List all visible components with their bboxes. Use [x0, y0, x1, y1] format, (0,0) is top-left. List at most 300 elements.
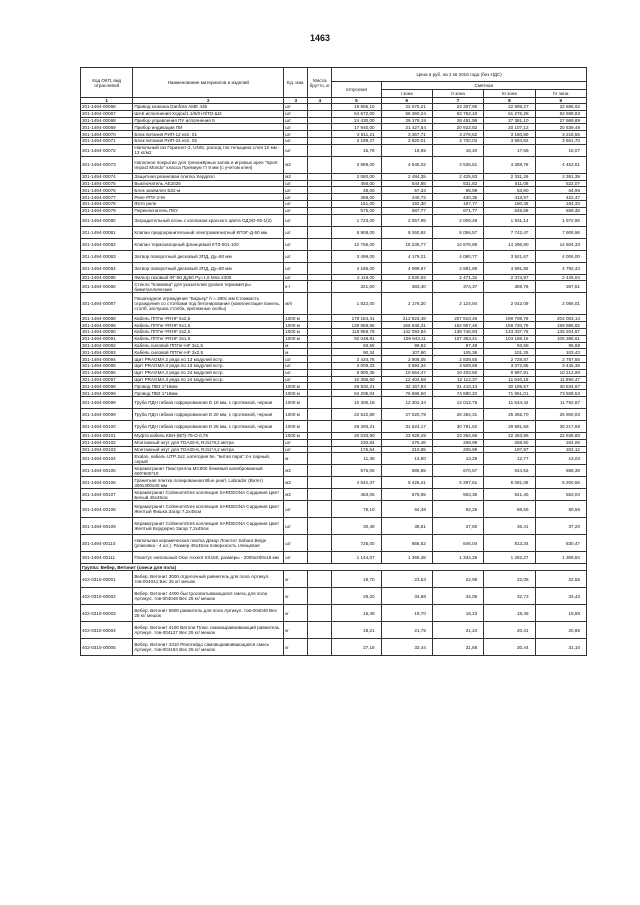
row-price-zone-2: 4 080,77	[432, 250, 483, 262]
row-name: Керамогранит ColiseumGres коллекция SARDEGNA Сардиния Цвет Желтый Фишка Загар 7,2х45см	[133, 501, 284, 518]
row-price-zone-1: 192,30	[381, 200, 432, 207]
row-code: 402-0310-00002	[81, 588, 133, 605]
header-unit: Ед. изм.	[284, 68, 308, 98]
row-price-zone-3: 71 961,01	[484, 390, 535, 397]
row-name: Наполное покрытие для тренажёрных залов и игровых арен "Sport Impact Mondo" класса Премиум тт 8 мм (с учетом клея)	[133, 156, 284, 173]
row-name: Щит PRAGMA 3 ряда по 13 модулей встр.	[133, 362, 284, 369]
row-price-zone-3: 2 728,87	[484, 356, 535, 363]
row-price-zone-3: 258,50	[484, 439, 535, 446]
row-unit: шт	[284, 207, 308, 214]
row-name: Напольная керамическая плитка Декор Лонглот Sahara Beige (упаковка - 4 шт.). Размер 45х45см поверхность глянцевая	[133, 535, 284, 552]
table-row	[81, 144, 587, 156]
row-mass	[308, 439, 332, 446]
row-code: 301-1494-00110	[81, 535, 133, 552]
row-unit: м	[284, 349, 308, 356]
row-mass	[308, 390, 332, 397]
row-price-release: 20 033,90	[332, 432, 381, 439]
row-price-release: 26 393,21	[332, 420, 381, 432]
row-price-zone-1: 383,40	[381, 281, 432, 293]
table-row	[81, 214, 587, 226]
row-code: 301-1494-00081	[81, 226, 133, 238]
row-price-zone-3: 3 372,85	[484, 362, 535, 369]
row-price-zone-3: 32,73	[484, 588, 535, 605]
table-row	[81, 518, 587, 535]
row-price-zone-2: 4 881,88	[432, 262, 483, 274]
row-price-release: 3 009,33	[332, 362, 381, 369]
row-price-release: 4 186,00	[332, 262, 381, 274]
row-price-zone-1: 2 484,35	[381, 173, 432, 180]
row-price-zone-4: 204 003,14	[535, 315, 587, 322]
row-price-zone-4: 10 212,90	[535, 369, 587, 376]
row-price-zone-4: 11 792,67	[535, 396, 587, 408]
table-row	[81, 465, 587, 477]
row-code: 301-1494-00102	[81, 439, 133, 446]
table-row	[81, 322, 587, 329]
row-price-release: 3 499,00	[332, 250, 381, 262]
row-mass	[308, 238, 332, 250]
row-price-zone-4: 95,68	[535, 342, 587, 349]
page-number: 1463	[309, 33, 331, 43]
row-price-zone-1: 29 179,19	[381, 117, 432, 124]
row-price-zone-1: 21,75	[381, 622, 432, 639]
row-unit: 1000 м	[284, 328, 308, 335]
row-unit: шт	[284, 439, 308, 446]
row-name: Монтажный жгут для TDA30-6, RJ11*4,2 метра	[133, 446, 284, 453]
row-price-zone-1: 142 093,84	[381, 328, 432, 335]
row-name: Затвор поворотный дисковый ЗПД, Ду=80 мм	[133, 262, 284, 274]
row-mass	[308, 342, 332, 349]
row-price-zone-2: 31,68	[432, 639, 483, 656]
row-price-release: 83,55	[332, 342, 381, 349]
row-price-release: 176,54	[332, 446, 381, 453]
row-code: 301-1494-00096	[81, 369, 133, 376]
row-unit: шт	[284, 356, 308, 363]
row-price-release: 2 080,00	[332, 173, 381, 180]
row-price-zone-4: 30 217,68	[535, 420, 587, 432]
row-unit: 1000 м	[284, 408, 308, 420]
row-unit: шт	[284, 124, 308, 131]
row-name: Плинтус напольный Orac Axxent SX150, размеры - 2000х200х16 мм	[133, 552, 284, 564]
col-index: 6	[381, 98, 432, 104]
row-name: ШАК исполнения Ходок/1.1/6/0+Л/ТО-Ш2	[133, 110, 284, 117]
table-row	[81, 439, 587, 446]
row-mass	[308, 110, 332, 117]
table-row	[81, 226, 587, 238]
row-price-release: 230,84	[332, 439, 381, 446]
table-row	[81, 349, 587, 356]
row-price-release: 2 811,21	[332, 131, 381, 138]
row-mass	[308, 465, 332, 477]
table-row	[81, 605, 587, 622]
table-row	[81, 477, 587, 489]
row-price-zone-3: 22 453,96	[484, 432, 535, 439]
row-price-zone-2: 22,98	[432, 571, 483, 588]
row-mass	[308, 137, 332, 144]
row-unit: 1000 м	[284, 335, 308, 342]
row-price-zone-1: 576,95	[381, 489, 432, 501]
row-mass	[308, 328, 332, 335]
group-title: Группа: Вебер, Ветонит (смеси для пола)	[81, 564, 587, 571]
row-name: Труба ПДН гибкая гофрированная D 25 мм, с протяжкой, черная	[133, 420, 284, 432]
row-price-zone-1: 4 999,67	[381, 262, 432, 274]
row-code: 301-1494-00091	[81, 335, 133, 342]
row-name: Защитная резиновая плитка Хердпол	[133, 173, 284, 180]
table-row	[81, 501, 587, 518]
row-price-zone-1: 21 427,54	[381, 124, 432, 131]
row-unit: 1000 м	[284, 315, 308, 322]
row-name: Клапан термозапорный фланцевый КТЗ-001-100	[133, 238, 284, 250]
row-price-zone-3: 2 331,26	[484, 173, 535, 180]
row-name: Блок питания РИП-12 исп. 01	[133, 131, 284, 138]
row-price-zone-3: 18,48	[484, 605, 535, 622]
header-release: отпускная	[332, 82, 381, 98]
header-zone-4: IV зона	[535, 90, 587, 98]
row-price-zone-3: 813,34	[484, 535, 535, 552]
row-unit: 1000 м	[284, 396, 308, 408]
row-unit: кг	[284, 605, 308, 622]
header-code: Код ОКП, вид отраслевой	[81, 68, 133, 98]
table-row	[81, 194, 587, 201]
header-mass: Масса брутто, кг	[308, 68, 332, 98]
row-code: 301-1494-00094	[81, 356, 133, 363]
row-mass	[308, 117, 332, 124]
row-price-zone-4: 522,07	[535, 180, 587, 187]
row-code: 301-1494-00080	[81, 214, 133, 226]
row-price-zone-1: 15 235,77	[381, 238, 432, 250]
row-unit: шт	[284, 362, 308, 369]
row-price-zone-2: 4 535,61	[432, 156, 483, 173]
row-price-zone-4: 18,88	[535, 605, 587, 622]
row-price-zone-3: 101,25	[484, 349, 535, 356]
row-unit: шт	[284, 369, 308, 376]
row-price-release: 15,78	[332, 144, 381, 156]
table-row	[81, 376, 587, 383]
row-price-zone-2: 63 752,10	[432, 110, 483, 117]
row-mass	[308, 281, 332, 293]
row-price-zone-3: 30 185,57	[484, 383, 535, 390]
row-price-zone-1: 544,65	[381, 180, 432, 187]
row-unit: кг	[284, 622, 308, 639]
row-price-zone-2: 105,36	[432, 349, 483, 356]
row-price-zone-1: 166 946,31	[381, 322, 432, 329]
row-price-zone-4: 2 086,01	[535, 293, 587, 315]
row-code: 301-1494-00099	[81, 396, 133, 408]
row-price-zone-2: 13,28	[432, 453, 483, 465]
row-name: Кабель ППГнг-FRHF 3х1,5	[133, 335, 284, 342]
row-price-zone-4: 27 969,89	[535, 117, 587, 124]
row-price-zone-2: 20 922,82	[432, 124, 483, 131]
row-price-zone-4: 11 890,47	[535, 376, 587, 383]
row-price-zone-3: 7 742,47	[484, 226, 535, 238]
row-price-release: 726,00	[332, 535, 381, 552]
row-price-zone-1: 10 654,47	[381, 369, 432, 376]
row-price-zone-1: 8 260,92	[381, 226, 432, 238]
row-mass	[308, 144, 332, 156]
row-price-zone-2: 107 353,41	[432, 335, 483, 342]
row-unit: кг	[284, 571, 308, 588]
row-price-zone-2: 846,04	[432, 535, 483, 552]
row-name: Керамогранит ColiseumGres коллекция SARDEGNA Сардиния Цвет Белый 45х45см	[133, 489, 284, 501]
row-price-zone-2: 37,60	[432, 518, 483, 535]
row-name: Вебер. Ветонит 4310 Ренотейдо самовыравнивающаяся смесь Артикул. тов-004184 Вес 25 кг/ мешок	[133, 639, 284, 656]
row-mass	[308, 293, 332, 315]
row-price-zone-2: 2 471,32	[432, 274, 483, 281]
row-unit: шт	[284, 200, 308, 207]
row-price-zone-2: 12 012,75	[432, 396, 483, 408]
col-index: 1	[81, 98, 133, 104]
row-price-release: 11,39	[332, 453, 381, 465]
row-price-zone-4: 136 204,67	[535, 328, 587, 335]
row-code: 301-1494-00101	[81, 432, 133, 439]
row-unit: шт	[284, 110, 308, 117]
row-price-release: 10 385,60	[332, 376, 381, 383]
row-price-release: 1 822,00	[332, 293, 381, 315]
row-price-zone-3: 103 168,15	[484, 335, 535, 342]
row-price-release: 4 542,37	[332, 477, 381, 489]
row-price-zone-4: 54,96	[535, 187, 587, 194]
row-price-zone-1: 1 366,48	[381, 552, 432, 564]
row-code: 301-1494-00104	[81, 453, 133, 465]
row-price-zone-2: 670,67	[432, 465, 483, 477]
row-code: 301-1494-00099	[81, 408, 133, 420]
table-row	[81, 396, 587, 408]
row-price-zone-1: 76 686,50	[381, 390, 432, 397]
row-name: Прибор индикации ПИ	[133, 124, 284, 131]
row-mass	[308, 315, 332, 322]
table-row	[81, 342, 587, 349]
table-row	[81, 173, 587, 180]
table-row	[81, 207, 587, 214]
row-code: 301-1494-00071	[81, 137, 133, 144]
row-price-zone-3: 53,80	[484, 187, 535, 194]
row-price-zone-2: 2 425,83	[432, 173, 483, 180]
row-price-release: 24 430,00	[332, 117, 381, 124]
row-price-zone-3: 3 150,80	[484, 131, 535, 138]
row-price-zone-1: 109 943,11	[381, 335, 432, 342]
row-price-zone-2: 268,99	[432, 439, 483, 446]
row-price-zone-2: 8 056,57	[432, 226, 483, 238]
row-price-release: 79,10	[332, 501, 381, 518]
row-price-zone-2: 26 384,31	[432, 408, 483, 420]
row-price-zone-4: 2 381,39	[535, 173, 587, 180]
row-mass	[308, 262, 332, 274]
row-price-zone-1: 686,85	[381, 465, 432, 477]
header-price-group: Цена в руб. на 2 кв 2016 года (без НДС)	[332, 68, 587, 82]
row-code: 301-1494-00075	[81, 180, 133, 187]
row-price-zone-1: 12 302,34	[381, 396, 432, 408]
row-price-zone-4: 33,43	[535, 588, 587, 605]
row-name: Реле РПУ-2-М	[133, 194, 284, 201]
row-code: 301-1494-00070	[81, 131, 133, 138]
row-price-zone-2: 671,77	[432, 207, 483, 214]
row-unit: шт	[284, 535, 308, 552]
row-price-zone-2: 12 112,37	[432, 376, 483, 383]
row-code: 301-1494-00068	[81, 104, 133, 111]
row-price-zone-4: 5 200,56	[535, 477, 587, 489]
row-price-release: 161,00	[332, 200, 381, 207]
row-price-zone-4: 7 908,96	[535, 226, 587, 238]
row-price-zone-3: 1 931,14	[484, 214, 535, 226]
row-price-zone-2: 55,98	[432, 187, 483, 194]
row-name: Фильтр газовый ФГ-50 Ду50 Ру=1,6 Мпа 2300	[133, 274, 284, 281]
row-price-release: 30,49	[332, 518, 381, 535]
row-price-zone-4: 22,55	[535, 571, 587, 588]
row-name: Керамогранит ColiseumGres коллекция SARDEGNA Сардиния Цвет Желтый Бордюрно Загар 7,2х45см	[133, 518, 284, 535]
row-name: Муфта кабель КВН-(ВП)-75-О 0,75	[133, 432, 284, 439]
row-price-release: 22 622,89	[332, 408, 381, 420]
table-row	[81, 156, 587, 173]
row-price-zone-4: 202,12	[535, 446, 587, 453]
row-name: Вебер. Ветонит 3000 отделочный равнитель для пола Артикул. тов-004041 Вес 25 кг/ мешок	[133, 571, 284, 588]
row-unit: м2	[284, 173, 308, 180]
row-price-release: 19 955,10	[332, 104, 381, 111]
row-name: Затвор поворотный дисковый ЗПД, Ду=50 мм	[133, 250, 284, 262]
row-price-release: 16,49	[332, 605, 381, 622]
row-name: Выключатель АЕ2026	[133, 180, 284, 187]
row-unit: шт	[284, 131, 308, 138]
row-name: Стекло "Климова" для указателей уровня термометры биметаллические	[133, 281, 284, 293]
row-mass	[308, 180, 332, 187]
row-price-zone-4: 3 445,38	[535, 362, 587, 369]
table-row	[81, 335, 587, 342]
row-price-zone-4: 553,04	[535, 489, 587, 501]
row-price-zone-4: 30 834,67	[535, 383, 587, 390]
row-price-zone-3: 541,40	[484, 489, 535, 501]
row-code: 301-1494-00073	[81, 156, 133, 173]
row-mass	[308, 453, 332, 465]
row-code: 301-1494-00078	[81, 200, 133, 207]
row-price-zone-4: 422,47	[535, 194, 587, 201]
row-price-zone-4: 31,10	[535, 639, 587, 656]
table-row	[81, 622, 587, 639]
row-price-zone-3: 3 921,67	[484, 250, 535, 262]
row-price-zone-3: 22,08	[484, 571, 535, 588]
col-index: 9	[535, 98, 587, 104]
row-mass	[308, 571, 332, 588]
row-mass	[308, 250, 332, 262]
row-unit: шт	[284, 250, 308, 262]
row-price-zone-4: 367,51	[535, 281, 587, 293]
row-code: 301-1494-00097	[81, 376, 133, 383]
col-index: 2	[133, 98, 284, 104]
row-code: 301-1494-00083	[81, 250, 133, 262]
row-price-release: 10 300,18	[332, 396, 381, 408]
row-price-zone-1: 57,33	[381, 187, 432, 194]
header-estimate: Сметная	[381, 82, 586, 90]
table-row	[81, 187, 587, 194]
row-price-zone-1: 2 530,93	[381, 274, 432, 281]
row-mass	[308, 362, 332, 369]
row-price-zone-2: 14 876,89	[432, 238, 483, 250]
row-mass	[308, 156, 332, 173]
row-name: Труба ПДН гибкая гофрированная D 16 мм, с протяжкой, черная	[133, 396, 284, 408]
row-price-zone-3: 180,45	[484, 200, 535, 207]
row-unit: шт	[284, 137, 308, 144]
row-price-zone-4: 22 936,80	[535, 432, 587, 439]
table-row	[81, 390, 587, 397]
row-price-zone-3: 93,68	[484, 342, 535, 349]
row-price-zone-4: 22 686,92	[535, 104, 587, 111]
row-unit: м2	[284, 477, 308, 489]
table-row	[81, 420, 587, 432]
row-name: Exalan, кабель UTP 2х2, категория 5e, "витая пара" 2-х парный, серый	[133, 453, 284, 465]
row-unit: шт	[284, 274, 308, 281]
row-price-zone-2: 30 781,62	[432, 420, 483, 432]
row-price-zone-3: 3 584,62	[484, 137, 535, 144]
header-zone-1: I зона	[381, 90, 432, 98]
row-price-zone-2: 187,77	[432, 200, 483, 207]
row-price-zone-1: 2 908,05	[381, 356, 432, 363]
row-code: 301-1494-00085	[81, 274, 133, 281]
row-code: 402-0310-00001	[81, 571, 133, 588]
header-name: Наименование материалов и изделий	[133, 68, 284, 98]
row-unit: к-т	[284, 281, 308, 293]
row-code: 301-1494-00074	[81, 173, 133, 180]
row-name: Монтажный жгут для TDA30-6, RJ11*8,2 метра	[133, 439, 284, 446]
table-row	[81, 639, 587, 656]
row-code: 301-1494-00090	[81, 328, 133, 335]
row-code: 301-1494-00072	[81, 144, 133, 156]
row-mass	[308, 446, 332, 453]
row-mass	[308, 214, 332, 226]
row-price-release: 18,21	[332, 622, 381, 639]
row-unit: шт	[284, 180, 308, 187]
row-name: Блок питания РИП-24 исп. 02	[133, 137, 284, 144]
table-row	[81, 535, 587, 552]
row-price-release: 12 756,00	[332, 238, 381, 250]
row-price-zone-3: 27 381,10	[484, 117, 535, 124]
row-unit: шт	[284, 501, 308, 518]
row-unit: м	[284, 453, 308, 465]
row-price-zone-3: 29 581,58	[484, 420, 535, 432]
row-price-zone-2: 162 957,46	[432, 322, 483, 329]
row-unit: м2	[284, 156, 308, 173]
row-price-zone-4: 3 661,70	[535, 137, 587, 144]
row-price-zone-4: 1 309,84	[535, 552, 587, 564]
row-mass	[308, 173, 332, 180]
table-row	[81, 432, 587, 439]
table-row	[81, 489, 587, 501]
row-unit: шт	[284, 446, 308, 453]
row-price-zone-1: 2 057,95	[381, 214, 432, 226]
row-unit: шт	[284, 144, 308, 156]
row-mass	[308, 588, 332, 605]
row-code: 301-1494-00105	[81, 465, 133, 477]
row-price-zone-1: 4 179,21	[381, 250, 432, 262]
row-unit: 1000 м	[284, 383, 308, 390]
row-code: 402-0310-00004	[81, 622, 133, 639]
row-price-zone-2: 2 009,48	[432, 214, 483, 226]
row-price-zone-4: 14 604,33	[535, 238, 587, 250]
row-price-zone-3: 12,77	[484, 453, 535, 465]
row-price-zone-3: 2 042,09	[484, 293, 535, 315]
row-name: Прибор управления ПУ исполнения 5	[133, 117, 284, 124]
row-name: Вебер. Ветонит 4400 быстросхватывающаяся смесь для пола Артикул. тов-004046 Вес 25 кг/ мешок	[133, 588, 284, 605]
row-price-zone-4: 105 386,61	[535, 335, 587, 342]
row-price-zone-3: 11 544,42	[484, 396, 535, 408]
row-price-release: 2 434,78	[332, 356, 381, 363]
table-row	[81, 104, 587, 111]
row-mass	[308, 200, 332, 207]
row-price-zone-1: 65 360,24	[381, 110, 432, 117]
row-unit: шт	[284, 187, 308, 194]
table-row	[81, 571, 587, 588]
row-mass	[308, 226, 332, 238]
row-mass	[308, 489, 332, 501]
row-code: 301-1494-00106	[81, 477, 133, 489]
row-price-zone-1: 687,77	[381, 207, 432, 214]
row-code: 301-1494-00100	[81, 420, 133, 432]
